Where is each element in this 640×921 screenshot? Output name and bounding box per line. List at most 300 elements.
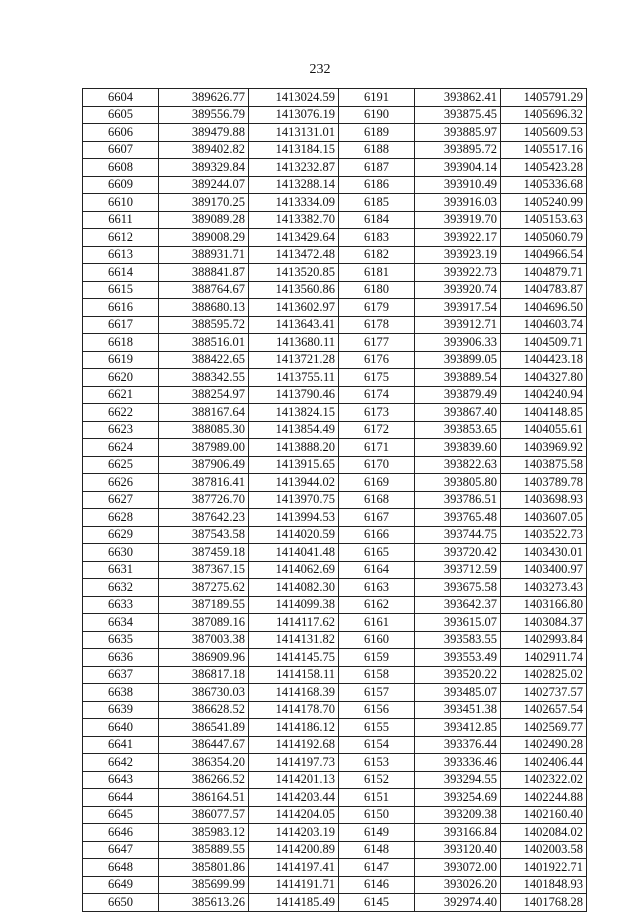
y-coordinate-right-cell: 1404327.80 (501, 369, 587, 387)
x-coordinate-left-cell: 386447.67 (159, 736, 249, 754)
x-coordinate-left-cell: 388422.65 (159, 351, 249, 369)
page-number: 232 (309, 62, 331, 77)
point-id-left-cell: 6637 (83, 666, 159, 684)
point-id-left-cell: 6620 (83, 369, 159, 387)
point-id-right-cell: 6146 (339, 876, 415, 894)
table-row (83, 176, 587, 194)
y-coordinate-right-cell: 1402406.44 (501, 754, 587, 772)
x-coordinate-left-cell: 386909.96 (159, 649, 249, 667)
x-coordinate-left-cell: 389329.84 (159, 159, 249, 177)
table-row (83, 526, 587, 544)
x-coordinate-left-cell: 388841.87 (159, 264, 249, 282)
table-row (83, 614, 587, 632)
x-coordinate-right-cell: 393920.74 (415, 281, 501, 299)
point-id-right-cell: 6187 (339, 159, 415, 177)
y-coordinate-right-cell: 1402657.54 (501, 701, 587, 719)
y-coordinate-left-cell: 1414158.11 (249, 666, 339, 684)
x-coordinate-right-cell: 393910.49 (415, 176, 501, 194)
point-id-right-cell: 6183 (339, 229, 415, 247)
point-id-right-cell: 6177 (339, 334, 415, 352)
y-coordinate-left-cell: 1413288.14 (249, 176, 339, 194)
x-coordinate-right-cell: 393294.55 (415, 771, 501, 789)
point-id-left-cell: 6617 (83, 316, 159, 334)
x-coordinate-left-cell: 388680.13 (159, 299, 249, 317)
y-coordinate-right-cell: 1403166.80 (501, 596, 587, 614)
table-row (83, 316, 587, 334)
y-coordinate-right-cell: 1405517.16 (501, 141, 587, 159)
y-coordinate-right-cell: 1403400.97 (501, 561, 587, 579)
x-coordinate-right-cell: 393895.72 (415, 141, 501, 159)
y-coordinate-left-cell: 1414201.13 (249, 771, 339, 789)
y-coordinate-right-cell: 1402490.28 (501, 736, 587, 754)
x-coordinate-right-cell: 393615.07 (415, 614, 501, 632)
point-id-left-cell: 6650 (83, 894, 159, 912)
point-id-left-cell: 6628 (83, 509, 159, 527)
y-coordinate-right-cell: 1402160.40 (501, 806, 587, 824)
y-coordinate-right-cell: 1403875.58 (501, 456, 587, 474)
point-id-right-cell: 6181 (339, 264, 415, 282)
x-coordinate-right-cell: 393917.54 (415, 299, 501, 317)
x-coordinate-left-cell: 387189.55 (159, 596, 249, 614)
table-row (83, 439, 587, 457)
y-coordinate-left-cell: 1414197.73 (249, 754, 339, 772)
x-coordinate-left-cell: 385801.86 (159, 859, 249, 877)
point-id-right-cell: 6188 (339, 141, 415, 159)
point-id-right-cell: 6180 (339, 281, 415, 299)
point-id-left-cell: 6632 (83, 579, 159, 597)
y-coordinate-left-cell: 1414197.41 (249, 859, 339, 877)
table-row (83, 159, 587, 177)
point-id-left-cell: 6612 (83, 229, 159, 247)
x-coordinate-left-cell: 389402.82 (159, 141, 249, 159)
x-coordinate-right-cell: 393744.75 (415, 526, 501, 544)
point-id-left-cell: 6645 (83, 806, 159, 824)
x-coordinate-left-cell: 387726.70 (159, 491, 249, 509)
point-id-right-cell: 6153 (339, 754, 415, 772)
point-id-left-cell: 6611 (83, 211, 159, 229)
y-coordinate-right-cell: 1404603.74 (501, 316, 587, 334)
y-coordinate-right-cell: 1403789.78 (501, 474, 587, 492)
x-coordinate-right-cell: 393786.51 (415, 491, 501, 509)
point-id-right-cell: 6161 (339, 614, 415, 632)
x-coordinate-left-cell: 388342.55 (159, 369, 249, 387)
y-coordinate-left-cell: 1413382.70 (249, 211, 339, 229)
y-coordinate-right-cell: 1402084.02 (501, 824, 587, 842)
point-id-left-cell: 6610 (83, 194, 159, 212)
point-id-right-cell: 6165 (339, 544, 415, 562)
point-id-left-cell: 6614 (83, 264, 159, 282)
x-coordinate-right-cell: 393916.03 (415, 194, 501, 212)
x-coordinate-right-cell: 393583.55 (415, 631, 501, 649)
y-coordinate-right-cell: 1402825.02 (501, 666, 587, 684)
point-id-left-cell: 6634 (83, 614, 159, 632)
x-coordinate-right-cell: 393765.48 (415, 509, 501, 527)
point-id-left-cell: 6624 (83, 439, 159, 457)
table-row (83, 596, 587, 614)
x-coordinate-right-cell: 393553.49 (415, 649, 501, 667)
y-coordinate-right-cell: 1405336.68 (501, 176, 587, 194)
y-coordinate-left-cell: 1414203.19 (249, 824, 339, 842)
point-id-right-cell: 6172 (339, 421, 415, 439)
x-coordinate-right-cell: 393875.45 (415, 106, 501, 124)
point-id-left-cell: 6605 (83, 106, 159, 124)
y-coordinate-right-cell: 1404696.50 (501, 299, 587, 317)
x-coordinate-right-cell: 393923.19 (415, 246, 501, 264)
point-id-right-cell: 6166 (339, 526, 415, 544)
table-row (83, 246, 587, 264)
point-id-left-cell: 6627 (83, 491, 159, 509)
y-coordinate-right-cell: 1404966.54 (501, 246, 587, 264)
y-coordinate-right-cell: 1402993.84 (501, 631, 587, 649)
x-coordinate-left-cell: 387642.23 (159, 509, 249, 527)
point-id-left-cell: 6643 (83, 771, 159, 789)
y-coordinate-left-cell: 1413944.02 (249, 474, 339, 492)
y-coordinate-left-cell: 1414200.89 (249, 841, 339, 859)
point-id-right-cell: 6149 (339, 824, 415, 842)
point-id-right-cell: 6163 (339, 579, 415, 597)
y-coordinate-left-cell: 1414020.59 (249, 526, 339, 544)
table-row (83, 456, 587, 474)
table-row (83, 736, 587, 754)
y-coordinate-left-cell: 1413790.46 (249, 386, 339, 404)
y-coordinate-right-cell: 1401922.71 (501, 859, 587, 877)
point-id-right-cell: 6170 (339, 456, 415, 474)
point-id-left-cell: 6607 (83, 141, 159, 159)
point-id-left-cell: 6629 (83, 526, 159, 544)
x-coordinate-left-cell: 388764.67 (159, 281, 249, 299)
point-id-right-cell: 6162 (339, 596, 415, 614)
x-coordinate-right-cell: 393254.69 (415, 789, 501, 807)
x-coordinate-left-cell: 388085.30 (159, 421, 249, 439)
y-coordinate-right-cell: 1402911.74 (501, 649, 587, 667)
x-coordinate-left-cell: 389244.07 (159, 176, 249, 194)
point-id-right-cell: 6168 (339, 491, 415, 509)
y-coordinate-left-cell: 1413680.11 (249, 334, 339, 352)
x-coordinate-right-cell: 393675.58 (415, 579, 501, 597)
y-coordinate-left-cell: 1413643.41 (249, 316, 339, 334)
x-coordinate-right-cell: 393520.22 (415, 666, 501, 684)
table-row (83, 684, 587, 702)
point-id-left-cell: 6609 (83, 176, 159, 194)
table-row (83, 561, 587, 579)
point-id-right-cell: 6147 (339, 859, 415, 877)
x-coordinate-right-cell: 393879.49 (415, 386, 501, 404)
point-id-left-cell: 6626 (83, 474, 159, 492)
point-id-right-cell: 6157 (339, 684, 415, 702)
y-coordinate-left-cell: 1414185.49 (249, 894, 339, 912)
x-coordinate-right-cell: 393712.59 (415, 561, 501, 579)
point-id-left-cell: 6604 (83, 89, 159, 107)
point-id-right-cell: 6176 (339, 351, 415, 369)
x-coordinate-left-cell: 386541.89 (159, 719, 249, 737)
point-id-left-cell: 6615 (83, 281, 159, 299)
y-coordinate-left-cell: 1414178.70 (249, 701, 339, 719)
x-coordinate-left-cell: 387989.00 (159, 439, 249, 457)
table-row (83, 264, 587, 282)
y-coordinate-right-cell: 1404240.94 (501, 386, 587, 404)
table-row (83, 841, 587, 859)
point-id-right-cell: 6191 (339, 89, 415, 107)
x-coordinate-left-cell: 385983.12 (159, 824, 249, 842)
table-row (83, 876, 587, 894)
point-id-left-cell: 6649 (83, 876, 159, 894)
y-coordinate-right-cell: 1403273.43 (501, 579, 587, 597)
table-row (83, 334, 587, 352)
y-coordinate-left-cell: 1413024.59 (249, 89, 339, 107)
x-coordinate-right-cell: 393885.97 (415, 124, 501, 142)
x-coordinate-right-cell: 393376.44 (415, 736, 501, 754)
point-id-left-cell: 6644 (83, 789, 159, 807)
y-coordinate-left-cell: 1414168.39 (249, 684, 339, 702)
point-id-left-cell: 6642 (83, 754, 159, 772)
x-coordinate-left-cell: 386730.03 (159, 684, 249, 702)
x-coordinate-left-cell: 389170.25 (159, 194, 249, 212)
x-coordinate-right-cell: 393451.38 (415, 701, 501, 719)
table-row (83, 211, 587, 229)
coordinates-table-body (83, 89, 587, 912)
point-id-right-cell: 6167 (339, 509, 415, 527)
table-row (83, 229, 587, 247)
table-row (83, 719, 587, 737)
y-coordinate-right-cell: 1404148.85 (501, 404, 587, 422)
x-coordinate-right-cell: 393889.54 (415, 369, 501, 387)
x-coordinate-left-cell: 387459.18 (159, 544, 249, 562)
point-id-left-cell: 6616 (83, 299, 159, 317)
y-coordinate-right-cell: 1401768.28 (501, 894, 587, 912)
y-coordinate-right-cell: 1402737.57 (501, 684, 587, 702)
point-id-right-cell: 6159 (339, 649, 415, 667)
table-row (83, 474, 587, 492)
point-id-left-cell: 6639 (83, 701, 159, 719)
x-coordinate-right-cell: 393822.63 (415, 456, 501, 474)
y-coordinate-left-cell: 1413854.49 (249, 421, 339, 439)
point-id-left-cell: 6625 (83, 456, 159, 474)
point-id-left-cell: 6636 (83, 649, 159, 667)
point-id-right-cell: 6151 (339, 789, 415, 807)
x-coordinate-left-cell: 387003.38 (159, 631, 249, 649)
x-coordinate-left-cell: 386164.51 (159, 789, 249, 807)
table-row (83, 299, 587, 317)
x-coordinate-left-cell: 388595.72 (159, 316, 249, 334)
y-coordinate-right-cell: 1404783.87 (501, 281, 587, 299)
y-coordinate-right-cell: 1403084.37 (501, 614, 587, 632)
x-coordinate-left-cell: 385613.26 (159, 894, 249, 912)
point-id-right-cell: 6189 (339, 124, 415, 142)
x-coordinate-left-cell: 389626.77 (159, 89, 249, 107)
x-coordinate-right-cell: 393120.40 (415, 841, 501, 859)
x-coordinate-right-cell: 392974.40 (415, 894, 501, 912)
y-coordinate-left-cell: 1414191.71 (249, 876, 339, 894)
table-row (83, 509, 587, 527)
x-coordinate-right-cell: 393919.70 (415, 211, 501, 229)
y-coordinate-right-cell: 1405240.99 (501, 194, 587, 212)
point-id-left-cell: 6619 (83, 351, 159, 369)
x-coordinate-right-cell: 393839.60 (415, 439, 501, 457)
y-coordinate-left-cell: 1413184.15 (249, 141, 339, 159)
x-coordinate-right-cell: 393805.80 (415, 474, 501, 492)
x-coordinate-left-cell: 385699.99 (159, 876, 249, 894)
point-id-right-cell: 6173 (339, 404, 415, 422)
point-id-right-cell: 6148 (339, 841, 415, 859)
table-row (83, 194, 587, 212)
x-coordinate-right-cell: 393912.71 (415, 316, 501, 334)
y-coordinate-right-cell: 1403698.93 (501, 491, 587, 509)
y-coordinate-left-cell: 1413232.87 (249, 159, 339, 177)
y-coordinate-left-cell: 1414117.62 (249, 614, 339, 632)
point-id-left-cell: 6630 (83, 544, 159, 562)
point-id-right-cell: 6179 (339, 299, 415, 317)
table-row (83, 806, 587, 824)
table-row (83, 404, 587, 422)
table-row (83, 351, 587, 369)
y-coordinate-left-cell: 1413824.15 (249, 404, 339, 422)
y-coordinate-right-cell: 1402322.02 (501, 771, 587, 789)
y-coordinate-right-cell: 1403607.05 (501, 509, 587, 527)
x-coordinate-left-cell: 389479.88 (159, 124, 249, 142)
x-coordinate-right-cell: 393853.65 (415, 421, 501, 439)
y-coordinate-left-cell: 1414204.05 (249, 806, 339, 824)
point-id-left-cell: 6606 (83, 124, 159, 142)
point-id-left-cell: 6633 (83, 596, 159, 614)
x-coordinate-left-cell: 386354.20 (159, 754, 249, 772)
x-coordinate-left-cell: 387543.58 (159, 526, 249, 544)
y-coordinate-left-cell: 1413429.64 (249, 229, 339, 247)
x-coordinate-left-cell: 387367.15 (159, 561, 249, 579)
y-coordinate-left-cell: 1413970.75 (249, 491, 339, 509)
x-coordinate-left-cell: 386266.52 (159, 771, 249, 789)
x-coordinate-left-cell: 386817.18 (159, 666, 249, 684)
point-id-left-cell: 6641 (83, 736, 159, 754)
x-coordinate-left-cell: 387275.62 (159, 579, 249, 597)
x-coordinate-left-cell: 389556.79 (159, 106, 249, 124)
y-coordinate-left-cell: 1413560.86 (249, 281, 339, 299)
point-id-left-cell: 6621 (83, 386, 159, 404)
y-coordinate-right-cell: 1404509.71 (501, 334, 587, 352)
x-coordinate-left-cell: 388167.64 (159, 404, 249, 422)
x-coordinate-left-cell: 389089.28 (159, 211, 249, 229)
y-coordinate-left-cell: 1413888.20 (249, 439, 339, 457)
table-row (83, 281, 587, 299)
y-coordinate-left-cell: 1413076.19 (249, 106, 339, 124)
x-coordinate-left-cell: 388254.97 (159, 386, 249, 404)
x-coordinate-right-cell: 393642.37 (415, 596, 501, 614)
x-coordinate-left-cell: 388516.01 (159, 334, 249, 352)
x-coordinate-left-cell: 389008.29 (159, 229, 249, 247)
y-coordinate-right-cell: 1403522.73 (501, 526, 587, 544)
coordinates-table (82, 88, 587, 912)
point-id-right-cell: 6186 (339, 176, 415, 194)
point-id-right-cell: 6145 (339, 894, 415, 912)
y-coordinate-left-cell: 1413915.65 (249, 456, 339, 474)
x-coordinate-right-cell: 393209.38 (415, 806, 501, 824)
y-coordinate-left-cell: 1414145.75 (249, 649, 339, 667)
table-row (83, 386, 587, 404)
y-coordinate-left-cell: 1413520.85 (249, 264, 339, 282)
table-row (83, 141, 587, 159)
x-coordinate-right-cell: 393867.40 (415, 404, 501, 422)
table-row (83, 579, 587, 597)
y-coordinate-left-cell: 1413755.11 (249, 369, 339, 387)
y-coordinate-right-cell: 1402569.77 (501, 719, 587, 737)
y-coordinate-right-cell: 1404423.18 (501, 351, 587, 369)
x-coordinate-left-cell: 388931.71 (159, 246, 249, 264)
y-coordinate-right-cell: 1404879.71 (501, 264, 587, 282)
y-coordinate-right-cell: 1405423.28 (501, 159, 587, 177)
point-id-left-cell: 6622 (83, 404, 159, 422)
x-coordinate-left-cell: 387089.16 (159, 614, 249, 632)
y-coordinate-left-cell: 1413721.28 (249, 351, 339, 369)
point-id-left-cell: 6608 (83, 159, 159, 177)
x-coordinate-left-cell: 386077.57 (159, 806, 249, 824)
x-coordinate-right-cell: 393862.41 (415, 89, 501, 107)
table-row (83, 491, 587, 509)
x-coordinate-right-cell: 393166.84 (415, 824, 501, 842)
y-coordinate-left-cell: 1413994.53 (249, 509, 339, 527)
table-row (83, 124, 587, 142)
y-coordinate-right-cell: 1405609.53 (501, 124, 587, 142)
y-coordinate-right-cell: 1403969.92 (501, 439, 587, 457)
x-coordinate-left-cell: 387816.41 (159, 474, 249, 492)
point-id-right-cell: 6150 (339, 806, 415, 824)
table-row (83, 421, 587, 439)
table-row (83, 666, 587, 684)
y-coordinate-left-cell: 1414203.44 (249, 789, 339, 807)
x-coordinate-right-cell: 393026.20 (415, 876, 501, 894)
x-coordinate-left-cell: 386628.52 (159, 701, 249, 719)
point-id-right-cell: 6175 (339, 369, 415, 387)
table-row (83, 894, 587, 912)
table-row (83, 89, 587, 107)
point-id-right-cell: 6158 (339, 666, 415, 684)
y-coordinate-left-cell: 1414186.12 (249, 719, 339, 737)
y-coordinate-right-cell: 1405791.29 (501, 89, 587, 107)
x-coordinate-right-cell: 393922.17 (415, 229, 501, 247)
table-row (83, 701, 587, 719)
point-id-left-cell: 6640 (83, 719, 159, 737)
point-id-right-cell: 6164 (339, 561, 415, 579)
x-coordinate-right-cell: 393336.46 (415, 754, 501, 772)
table-row (83, 771, 587, 789)
x-coordinate-right-cell: 393412.85 (415, 719, 501, 737)
point-id-right-cell: 6160 (339, 631, 415, 649)
x-coordinate-right-cell: 393906.33 (415, 334, 501, 352)
point-id-right-cell: 6156 (339, 701, 415, 719)
point-id-left-cell: 6618 (83, 334, 159, 352)
y-coordinate-right-cell: 1405153.63 (501, 211, 587, 229)
y-coordinate-left-cell: 1414131.82 (249, 631, 339, 649)
y-coordinate-left-cell: 1414099.38 (249, 596, 339, 614)
table-row (83, 369, 587, 387)
point-id-left-cell: 6623 (83, 421, 159, 439)
x-coordinate-left-cell: 385889.55 (159, 841, 249, 859)
point-id-right-cell: 6171 (339, 439, 415, 457)
y-coordinate-right-cell: 1403430.01 (501, 544, 587, 562)
table-row (83, 754, 587, 772)
table-row (83, 544, 587, 562)
point-id-left-cell: 6631 (83, 561, 159, 579)
x-coordinate-left-cell: 387906.49 (159, 456, 249, 474)
y-coordinate-right-cell: 1401848.93 (501, 876, 587, 894)
point-id-right-cell: 6155 (339, 719, 415, 737)
point-id-left-cell: 6635 (83, 631, 159, 649)
point-id-right-cell: 6182 (339, 246, 415, 264)
point-id-right-cell: 6154 (339, 736, 415, 754)
table-row (83, 789, 587, 807)
point-id-right-cell: 6169 (339, 474, 415, 492)
x-coordinate-right-cell: 393922.73 (415, 264, 501, 282)
y-coordinate-right-cell: 1404055.61 (501, 421, 587, 439)
point-id-left-cell: 6638 (83, 684, 159, 702)
